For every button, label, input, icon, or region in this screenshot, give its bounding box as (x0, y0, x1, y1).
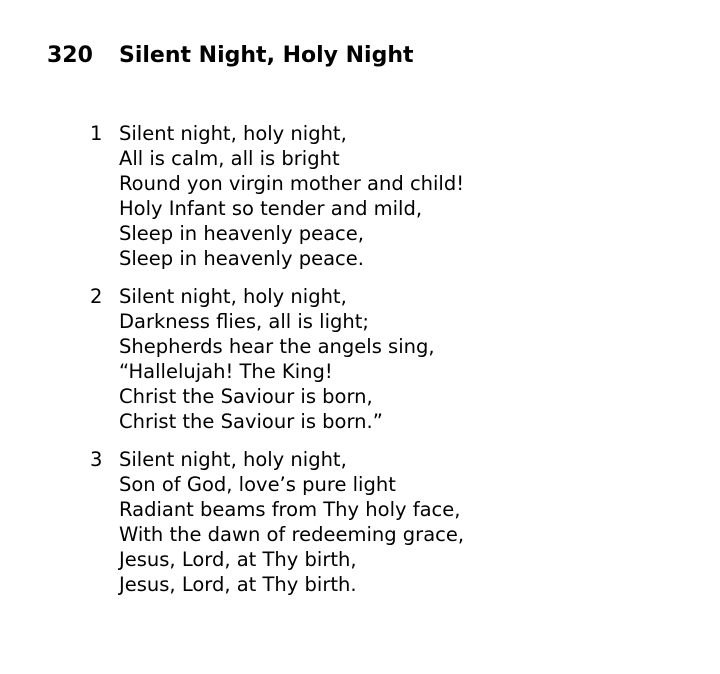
verses (90, 121, 464, 610)
verse-1 (90, 121, 464, 271)
verse-line: Radiant beams from Thy holy face, (119, 498, 461, 521)
verse-lines (119, 121, 464, 271)
verse-line: Shepherds hear the angels sing, (119, 335, 435, 358)
verse-2 (90, 284, 464, 434)
verse-line: Silent night, holy night, (119, 285, 347, 308)
verse-lines (119, 447, 464, 597)
hymn-header (47, 41, 414, 71)
verse-number: 2 (90, 285, 103, 308)
verse-line: Christ the Saviour is born, (119, 385, 373, 408)
verse-line: Christ the Saviour is born.” (119, 410, 383, 433)
verse-line: Sleep in heavenly peace. (119, 247, 364, 270)
verse-line: Jesus, Lord, at Thy birth, (119, 548, 357, 571)
verse-line: Darkness flies, all is light; (119, 310, 369, 333)
verse-line: Holy Infant so tender and mild, (119, 197, 423, 220)
verse-lines (119, 284, 464, 434)
verse-line: Silent night, holy night, (119, 122, 347, 145)
verse-line: Silent night, holy night, (119, 448, 347, 471)
verse-number: 3 (90, 448, 103, 471)
verse-number: 1 (90, 122, 103, 145)
verse-3 (90, 447, 464, 597)
hymn-title: Silent Night, Holy Night (119, 43, 414, 68)
hymn-number: 320 (47, 43, 93, 68)
verse-line: Son of God, love’s pure light (119, 473, 396, 496)
verse-line: “Hallelujah! The King! (119, 360, 333, 383)
verse-line: Sleep in heavenly peace, (119, 222, 364, 245)
verse-line: Round yon virgin mother and child! (119, 172, 465, 195)
verse-line: All is calm, all is bright (119, 147, 340, 170)
verse-line: Jesus, Lord, at Thy birth. (119, 573, 357, 596)
verse-line: With the dawn of redeeming grace, (119, 523, 465, 546)
